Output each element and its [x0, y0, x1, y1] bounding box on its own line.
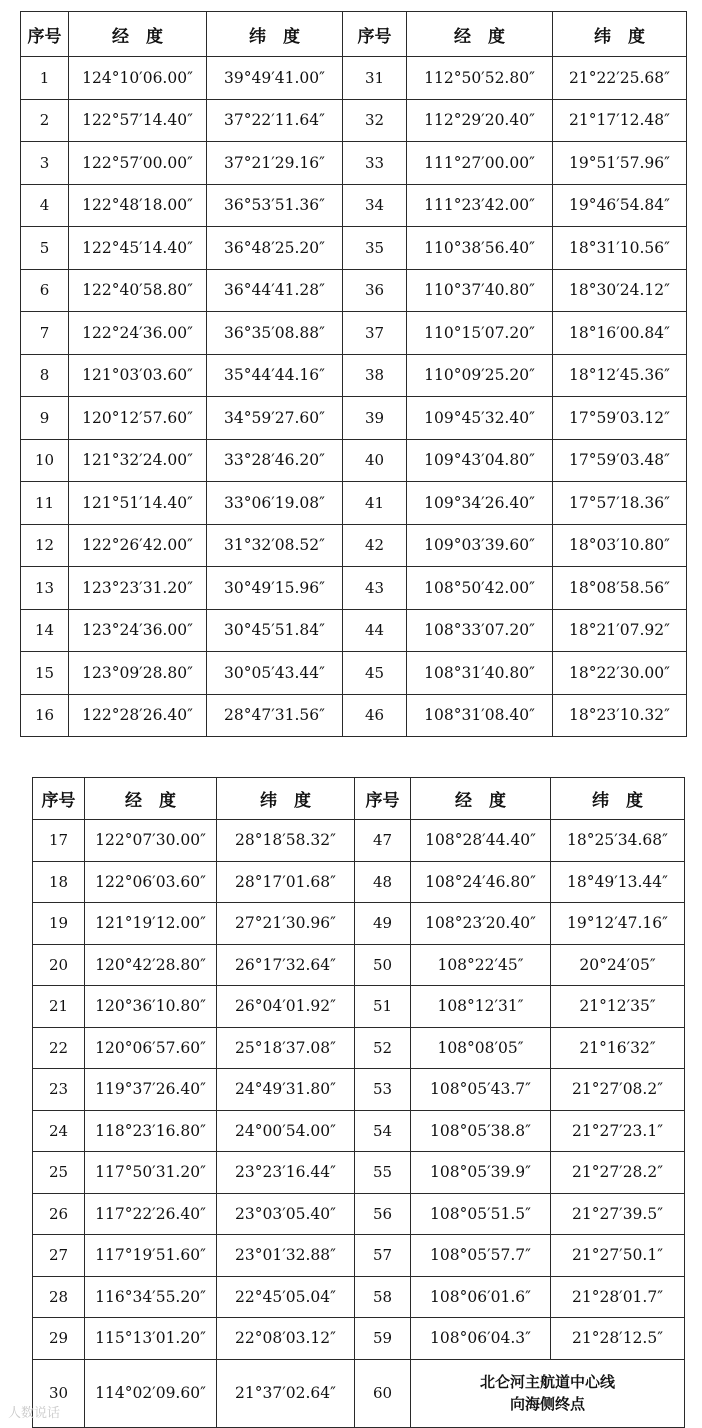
- cell-longitude: 122°28′26.40″: [69, 694, 207, 737]
- header-latitude: 纬 度: [217, 778, 355, 820]
- cell-longitude: 122°40′58.80″: [69, 269, 207, 312]
- header-index: 序号: [33, 778, 85, 820]
- cell-index: 56: [355, 1193, 411, 1235]
- cell-longitude: 120°12′57.60″: [69, 397, 207, 440]
- header-longitude: 经 度: [69, 12, 207, 57]
- cell-index: 53: [355, 1069, 411, 1111]
- cell-latitude: 19°12′47.16″: [551, 903, 685, 945]
- cell-latitude: 18°08′58.56″: [553, 567, 687, 610]
- cell-index: 9: [21, 397, 69, 440]
- table-row: [33, 1359, 685, 1427]
- cell-index: 39: [343, 397, 407, 440]
- cell-latitude: 24°00′54.00″: [217, 1110, 355, 1152]
- coordinates-table-1: [20, 11, 687, 737]
- cell-latitude: 21°28′01.7″: [551, 1276, 685, 1318]
- cell-longitude: 122°07′30.00″: [85, 820, 217, 862]
- cell-longitude: 108°22′45″: [411, 944, 551, 986]
- cell-longitude: 108°31′08.40″: [407, 694, 553, 737]
- cell-index: 43: [343, 567, 407, 610]
- table-row: [33, 1235, 685, 1277]
- cell-index: 11: [21, 482, 69, 525]
- cell-latitude: 26°17′32.64″: [217, 944, 355, 986]
- cell-latitude: 18°31′10.56″: [553, 227, 687, 270]
- cell-longitude: 108°08′05″: [411, 1027, 551, 1069]
- header-latitude: 纬 度: [553, 12, 687, 57]
- cell-index: 10: [21, 439, 69, 482]
- table-row: [21, 57, 687, 100]
- coordinates-table-2: [32, 777, 685, 1428]
- cell-latitude: 36°53′51.36″: [207, 184, 343, 227]
- cell-longitude: 122°06′03.60″: [85, 861, 217, 903]
- table-row: [33, 820, 685, 862]
- table-body-2-final: [33, 1359, 685, 1427]
- cell-longitude: 117°50′31.20″: [85, 1152, 217, 1194]
- table-row: [33, 1027, 685, 1069]
- table-row: [21, 524, 687, 567]
- cell-latitude: 23°23′16.44″: [217, 1152, 355, 1194]
- cell-index: 22: [33, 1027, 85, 1069]
- cell-latitude: 20°24′05″: [551, 944, 685, 986]
- cell-longitude: 108°28′44.40″: [411, 820, 551, 862]
- cell-longitude: 109°43′04.80″: [407, 439, 553, 482]
- cell-latitude: 21°22′25.68″: [553, 57, 687, 100]
- cell-longitude: 122°57′00.00″: [69, 142, 207, 185]
- cell-index: 38: [343, 354, 407, 397]
- cell-latitude: 34°59′27.60″: [207, 397, 343, 440]
- table-row: [21, 269, 687, 312]
- header-longitude: 经 度: [411, 778, 551, 820]
- table-row: [21, 397, 687, 440]
- cell-longitude: 123°09′28.80″: [69, 652, 207, 695]
- cell-latitude: 25°18′37.08″: [217, 1027, 355, 1069]
- cell-longitude: 109°34′26.40″: [407, 482, 553, 525]
- table-row: [33, 986, 685, 1028]
- cell-latitude: 19°46′54.84″: [553, 184, 687, 227]
- cell-longitude: 117°19′51.60″: [85, 1235, 217, 1277]
- cell-latitude: 19°51′57.96″: [553, 142, 687, 185]
- cell-latitude: 36°35′08.88″: [207, 312, 343, 355]
- cell-latitude: 37°21′29.16″: [207, 142, 343, 185]
- cell-index: 31: [343, 57, 407, 100]
- cell-index: 12: [21, 524, 69, 567]
- cell-latitude: 35°44′44.16″: [207, 354, 343, 397]
- cell-index: 27: [33, 1235, 85, 1277]
- cell-latitude: 21°12′35″: [551, 986, 685, 1028]
- cell-latitude: 18°30′24.12″: [553, 269, 687, 312]
- cell-index: 34: [343, 184, 407, 227]
- cell-longitude: 110°38′56.40″: [407, 227, 553, 270]
- cell-index: 54: [355, 1110, 411, 1152]
- cell-latitude: 21°28′12.5″: [551, 1318, 685, 1360]
- cell-latitude: 17°59′03.12″: [553, 397, 687, 440]
- cell-latitude: 21°16′32″: [551, 1027, 685, 1069]
- cell-index: 20: [33, 944, 85, 986]
- cell-longitude: 123°24′36.00″: [69, 609, 207, 652]
- cell-index: 16: [21, 694, 69, 737]
- cell-index: 15: [21, 652, 69, 695]
- cell-longitude: 121°03′03.60″: [69, 354, 207, 397]
- header-latitude: 纬 度: [207, 12, 343, 57]
- cell-longitude: 116°34′55.20″: [85, 1276, 217, 1318]
- cell-index: 1: [21, 57, 69, 100]
- table-header-row: [21, 12, 687, 57]
- cell-longitude: 118°23′16.80″: [85, 1110, 217, 1152]
- table-row: [21, 567, 687, 610]
- cell-latitude: 37°22′11.64″: [207, 99, 343, 142]
- cell-index: 37: [343, 312, 407, 355]
- cell-latitude: 21°37′02.64″: [217, 1359, 355, 1427]
- cell-longitude: 122°24′36.00″: [69, 312, 207, 355]
- cell-index: 35: [343, 227, 407, 270]
- cell-longitude: 119°37′26.40″: [85, 1069, 217, 1111]
- cell-index: 46: [343, 694, 407, 737]
- table-row: [33, 1069, 685, 1111]
- header-latitude: 纬 度: [551, 778, 685, 820]
- cell-latitude: 30°45′51.84″: [207, 609, 343, 652]
- cell-index: 49: [355, 903, 411, 945]
- cell-index: 33: [343, 142, 407, 185]
- cell-index: 59: [355, 1318, 411, 1360]
- cell-latitude: 17°57′18.36″: [553, 482, 687, 525]
- cell-index: 19: [33, 903, 85, 945]
- cell-index: 6: [21, 269, 69, 312]
- cell-latitude: 21°27′23.1″: [551, 1110, 685, 1152]
- cell-longitude: 110°15′07.20″: [407, 312, 553, 355]
- header-longitude: 经 度: [85, 778, 217, 820]
- cell-latitude: 18°12′45.36″: [553, 354, 687, 397]
- cell-longitude: 115°13′01.20″: [85, 1318, 217, 1360]
- header-index: 序号: [355, 778, 411, 820]
- table-row: [21, 227, 687, 270]
- cell-index: 23: [33, 1069, 85, 1111]
- cell-latitude: 18°49′13.44″: [551, 861, 685, 903]
- cell-index: 26: [33, 1193, 85, 1235]
- cell-latitude: 28°47′31.56″: [207, 694, 343, 737]
- cell-index: 18: [33, 861, 85, 903]
- cell-index: 57: [355, 1235, 411, 1277]
- cell-index: 40: [343, 439, 407, 482]
- cell-latitude: 18°25′34.68″: [551, 820, 685, 862]
- table-row: [33, 944, 685, 986]
- table-row: [33, 1110, 685, 1152]
- cell-longitude: 121°32′24.00″: [69, 439, 207, 482]
- cell-index: 48: [355, 861, 411, 903]
- cell-latitude: 33°28′46.20″: [207, 439, 343, 482]
- cell-longitude: 108°05′39.9″: [411, 1152, 551, 1194]
- cell-index: 30: [33, 1359, 85, 1427]
- cell-index: 8: [21, 354, 69, 397]
- cell-longitude: 122°48′18.00″: [69, 184, 207, 227]
- cell-latitude: 28°17′01.68″: [217, 861, 355, 903]
- cell-index: 47: [355, 820, 411, 862]
- cell-index: 2: [21, 99, 69, 142]
- table-row: [21, 439, 687, 482]
- cell-longitude: 109°03′39.60″: [407, 524, 553, 567]
- cell-index: 5: [21, 227, 69, 270]
- cell-longitude: 124°10′06.00″: [69, 57, 207, 100]
- cell-latitude: 17°59′03.48″: [553, 439, 687, 482]
- table-row: [21, 312, 687, 355]
- header-index: 序号: [343, 12, 407, 57]
- cell-latitude: 30°49′15.96″: [207, 567, 343, 610]
- cell-index: 44: [343, 609, 407, 652]
- cell-latitude: 22°45′05.04″: [217, 1276, 355, 1318]
- cell-latitude: 18°03′10.80″: [553, 524, 687, 567]
- cell-longitude: 110°37′40.80″: [407, 269, 553, 312]
- cell-index: 17: [33, 820, 85, 862]
- cell-latitude: 33°06′19.08″: [207, 482, 343, 525]
- cell-index: 3: [21, 142, 69, 185]
- cell-index: 55: [355, 1152, 411, 1194]
- cell-longitude: 120°36′10.80″: [85, 986, 217, 1028]
- cell-latitude: 18°23′10.32″: [553, 694, 687, 737]
- cell-longitude: 108°12′31″: [411, 986, 551, 1028]
- table-row: [33, 861, 685, 903]
- header-index: 序号: [21, 12, 69, 57]
- cell-longitude: 108°05′43.7″: [411, 1069, 551, 1111]
- cell-latitude: 22°08′03.12″: [217, 1318, 355, 1360]
- table-body-1: [21, 57, 687, 737]
- table-row: [33, 1152, 685, 1194]
- cell-longitude: 108°33′07.20″: [407, 609, 553, 652]
- cell-index: 50: [355, 944, 411, 986]
- cell-longitude: 112°50′52.80″: [407, 57, 553, 100]
- cell-index: 14: [21, 609, 69, 652]
- cell-longitude: 122°57′14.40″: [69, 99, 207, 142]
- cell-index: 32: [343, 99, 407, 142]
- cell-index: 21: [33, 986, 85, 1028]
- cell-longitude: 121°51′14.40″: [69, 482, 207, 525]
- cell-index: 13: [21, 567, 69, 610]
- table-row: [33, 1276, 685, 1318]
- table-row: [21, 184, 687, 227]
- cell-longitude: 108°06′04.3″: [411, 1318, 551, 1360]
- table-row: [21, 142, 687, 185]
- cell-longitude: 111°27′00.00″: [407, 142, 553, 185]
- cell-latitude: 36°48′25.20″: [207, 227, 343, 270]
- cell-longitude: 112°29′20.40″: [407, 99, 553, 142]
- cell-index: 24: [33, 1110, 85, 1152]
- cell-latitude: 18°21′07.92″: [553, 609, 687, 652]
- cell-index: 36: [343, 269, 407, 312]
- table-row: [33, 1318, 685, 1360]
- table-body-2: [33, 820, 685, 1360]
- cell-latitude: 21°17′12.48″: [553, 99, 687, 142]
- cell-latitude: 24°49′31.80″: [217, 1069, 355, 1111]
- cell-longitude: 108°24′46.80″: [411, 861, 551, 903]
- cell-index: 51: [355, 986, 411, 1028]
- cell-longitude: 110°09′25.20″: [407, 354, 553, 397]
- header-longitude: 经 度: [407, 12, 553, 57]
- cell-index: 7: [21, 312, 69, 355]
- cell-longitude: 108°05′57.7″: [411, 1235, 551, 1277]
- cell-longitude: 108°05′38.8″: [411, 1110, 551, 1152]
- cell-longitude: 108°50′42.00″: [407, 567, 553, 610]
- watermark: 人数说话: [8, 1406, 61, 1421]
- cell-index: 4: [21, 184, 69, 227]
- cell-latitude: 39°49′41.00″: [207, 57, 343, 100]
- cell-index: 42: [343, 524, 407, 567]
- cell-longitude: 120°06′57.60″: [85, 1027, 217, 1069]
- table-row: [21, 609, 687, 652]
- cell-longitude: 108°23′20.40″: [411, 903, 551, 945]
- table-row: [21, 99, 687, 142]
- table-row: [21, 482, 687, 525]
- cell-latitude: 31°32′08.52″: [207, 524, 343, 567]
- cell-latitude: 18°16′00.84″: [553, 312, 687, 355]
- cell-longitude: 109°45′32.40″: [407, 397, 553, 440]
- cell-index: 45: [343, 652, 407, 695]
- cell-latitude: 21°27′50.1″: [551, 1235, 685, 1277]
- cell-index: 29: [33, 1318, 85, 1360]
- cell-longitude: 108°31′40.80″: [407, 652, 553, 695]
- table-row: [33, 903, 685, 945]
- cell-latitude: 21°27′39.5″: [551, 1193, 685, 1235]
- cell-index: 28: [33, 1276, 85, 1318]
- cell-longitude: 111°23′42.00″: [407, 184, 553, 227]
- cell-longitude: 123°23′31.20″: [69, 567, 207, 610]
- cell-index: 58: [355, 1276, 411, 1318]
- cell-longitude: 108°06′01.6″: [411, 1276, 551, 1318]
- table-row: [33, 1193, 685, 1235]
- endpoint-note-cell: [411, 1359, 685, 1427]
- cell-index: 52: [355, 1027, 411, 1069]
- cell-index: 41: [343, 482, 407, 525]
- cell-index: 60: [355, 1359, 411, 1427]
- cell-latitude: 27°21′30.96″: [217, 903, 355, 945]
- table-header-row: [33, 778, 685, 820]
- cell-latitude: 36°44′41.28″: [207, 269, 343, 312]
- cell-latitude: 18°22′30.00″: [553, 652, 687, 695]
- cell-longitude: 122°45′14.40″: [69, 227, 207, 270]
- endpoint-note-line-1: 北仑河主航道中心线: [479, 1373, 615, 1391]
- cell-latitude: 26°04′01.92″: [217, 986, 355, 1028]
- cell-latitude: 21°27′28.2″: [551, 1152, 685, 1194]
- cell-latitude: 28°18′58.32″: [217, 820, 355, 862]
- cell-latitude: 23°01′32.88″: [217, 1235, 355, 1277]
- cell-longitude: 114°02′09.60″: [85, 1359, 217, 1427]
- table-row: [21, 694, 687, 737]
- cell-index: 25: [33, 1152, 85, 1194]
- endpoint-note-line-2: 向海侧终点: [509, 1395, 585, 1413]
- cell-longitude: 117°22′26.40″: [85, 1193, 217, 1235]
- cell-latitude: 21°27′08.2″: [551, 1069, 685, 1111]
- cell-longitude: 121°19′12.00″: [85, 903, 217, 945]
- cell-longitude: 120°42′28.80″: [85, 944, 217, 986]
- cell-latitude: 30°05′43.44″: [207, 652, 343, 695]
- cell-longitude: 122°26′42.00″: [69, 524, 207, 567]
- table-row: [21, 354, 687, 397]
- table-row: [21, 652, 687, 695]
- cell-longitude: 108°05′51.5″: [411, 1193, 551, 1235]
- cell-latitude: 23°03′05.40″: [217, 1193, 355, 1235]
